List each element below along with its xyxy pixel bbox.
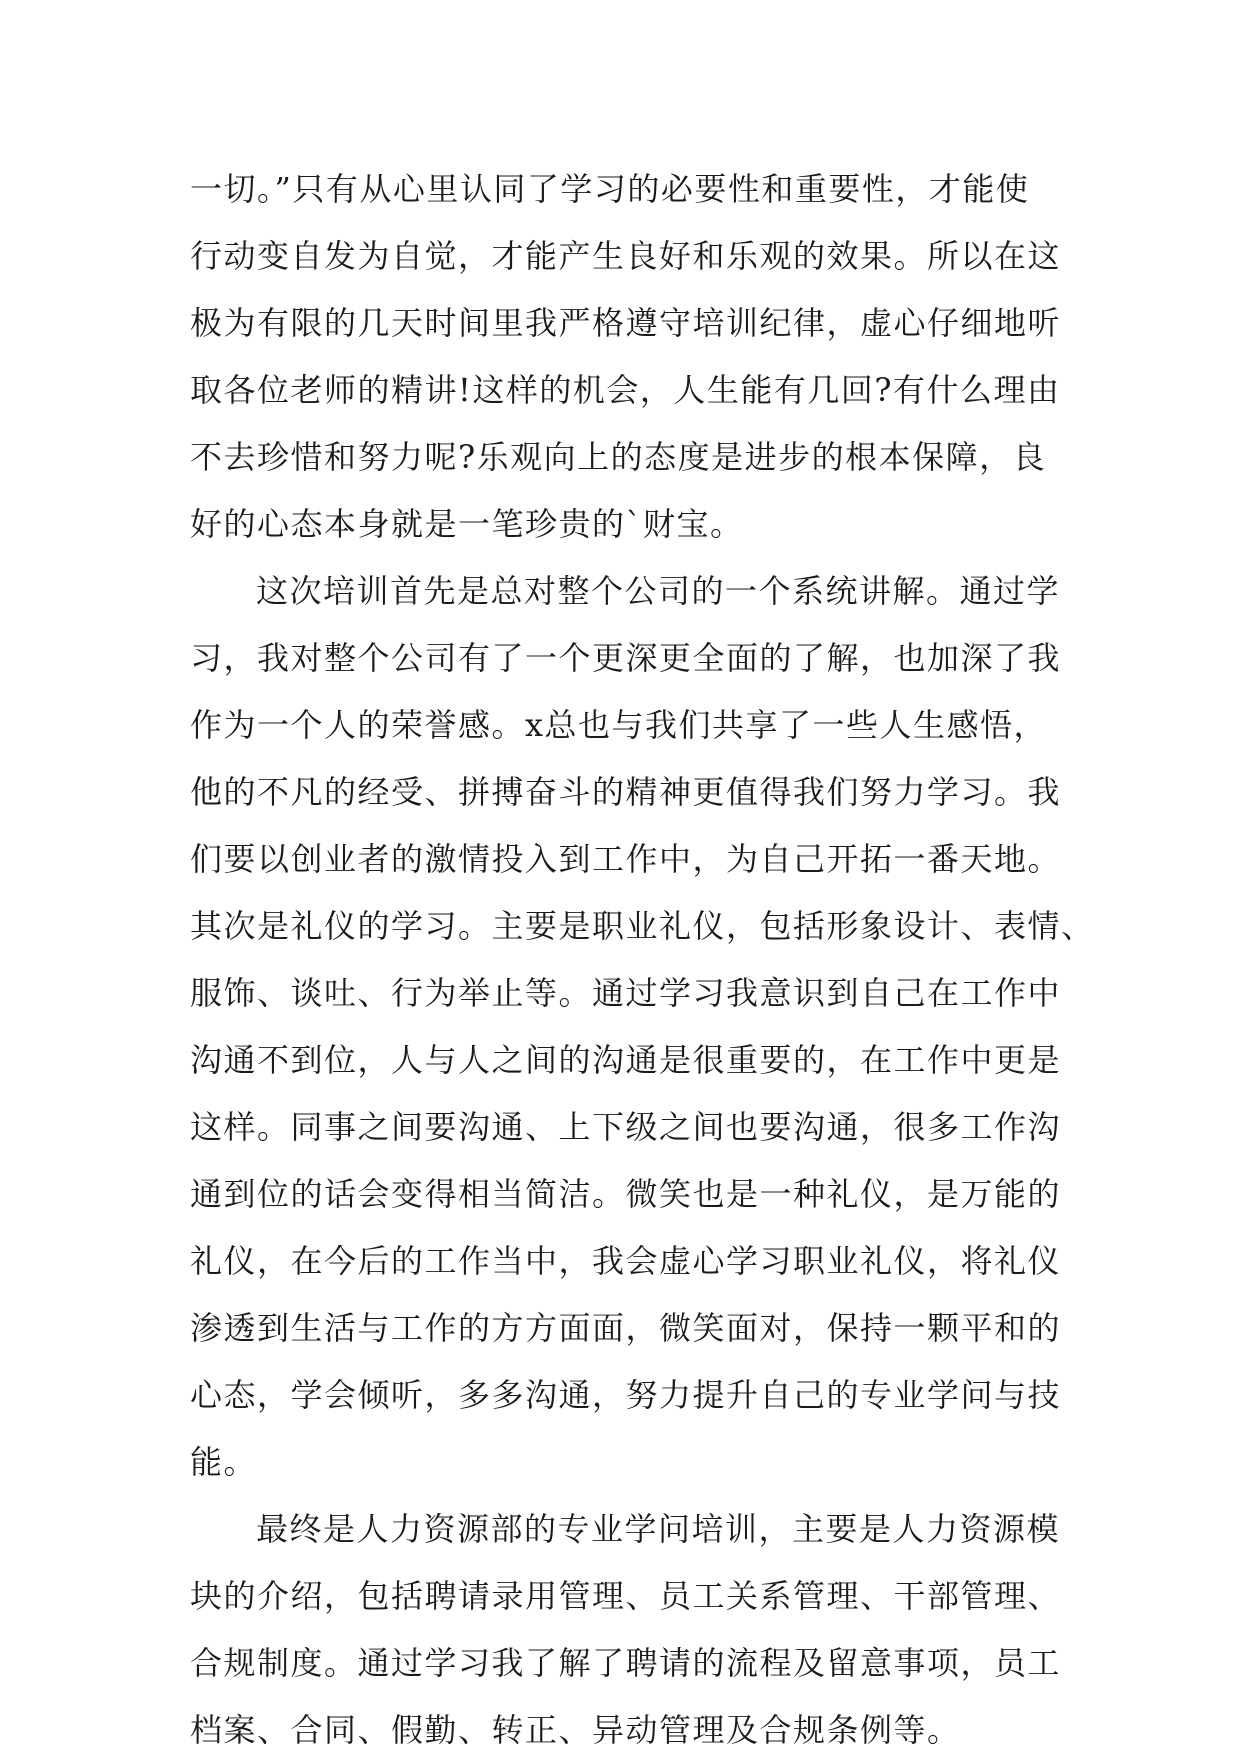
text-line: 们要以创业者的激情投入到工作中，为自己开拓一番天地。 <box>190 840 1062 878</box>
text-line: 作为一个人的荣誉感。x总也与我们共享了一些人生感悟， <box>190 706 1048 744</box>
text-line: 他的不凡的经受、拼搏奋斗的精神更值得我们努力学习。我 <box>190 773 1062 811</box>
text-line: 心态，学会倾听，多多沟通，努力提升自己的专业学问与技 <box>190 1376 1062 1414</box>
text-line: 这次培训首先是总对整个公司的一个系统讲解。通过学 <box>256 572 1061 610</box>
text-line: 习，我对整个公司有了一个更深更全面的了解，也加深了我 <box>190 639 1062 677</box>
text-line: 这样。同事之间要沟通、上下级之间也要沟通，很多工作沟 <box>190 1108 1062 1146</box>
text-line: 取各位老师的精讲!这样的机会，人生能有几回?有什么理由 <box>190 371 1061 409</box>
text-line: 好的心态本身就是一笔珍贵的`财宝。 <box>190 505 744 543</box>
paragraph-3 <box>190 1496 1070 1764</box>
text-line: 礼仪，在今后的工作当中，我会虚心学习职业礼仪，将礼仪 <box>190 1242 1062 1280</box>
text-line: 档案、合同、假勤、转正、异动管理及合规条例等。 <box>190 1711 961 1749</box>
text-line: 通到位的话会变得相当简洁。微笑也是一种礼仪，是万能的 <box>190 1175 1062 1213</box>
text-line: 一切。”只有从心里认同了学习的必要性和重要性，才能使 <box>190 170 1030 208</box>
text-line: 服饰、谈吐、行为举止等。通过学习我意识到自己在工作中 <box>190 974 1062 1012</box>
text-line: 最终是人力资源部的专业学问培训，主要是人力资源模 <box>256 1510 1061 1548</box>
paragraph-1 <box>190 156 1070 558</box>
text-line: 渗透到生活与工作的方方面面，微笑面对，保持一颗平和的 <box>190 1309 1062 1347</box>
text-line: 沟通不到位，人与人之间的沟通是很重要的，在工作中更是 <box>190 1041 1062 1079</box>
text-line: 合规制度。通过学习我了解了聘请的流程及留意事项，员工 <box>190 1644 1062 1682</box>
text-line: 行动变自发为自觉，才能产生良好和乐观的效果。所以在这 <box>190 237 1062 275</box>
text-line: 不去珍惜和努力呢?乐观向上的态度是进步的根本保障，良 <box>190 438 1047 476</box>
text-line: 块的介绍，包括聘请录用管理、员工关系管理、干部管理、 <box>190 1577 1062 1615</box>
text-line: 能。 <box>190 1443 258 1481</box>
text-line: 其次是礼仪的学习。主要是职业礼仪，包括形象设计、表情、 <box>190 907 1095 945</box>
document-body <box>190 156 1095 1764</box>
text-line: 极为有限的几天时间里我严格遵守培训纪律，虚心仔细地听 <box>190 304 1062 342</box>
paragraph-2 <box>190 558 1095 1496</box>
